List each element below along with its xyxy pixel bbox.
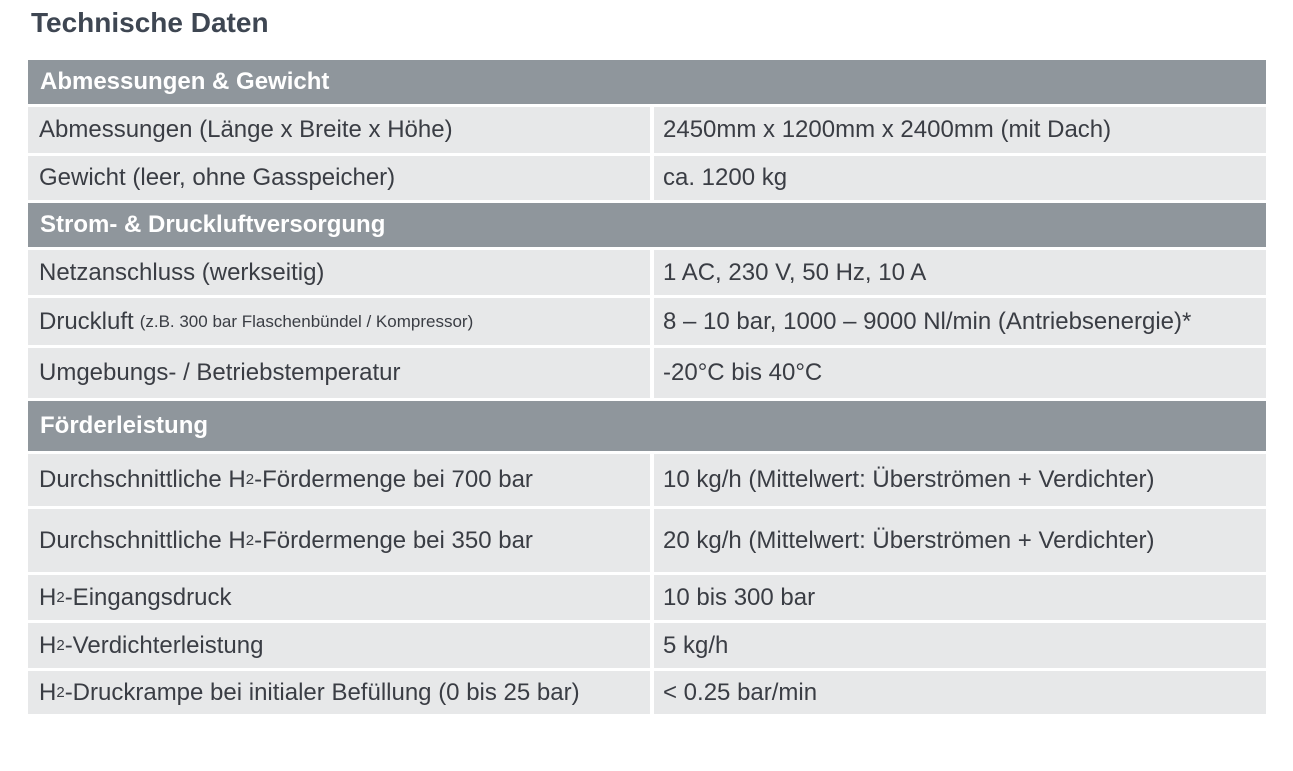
row-value: 20 kg/h (Mittelwert: Überströmen + Verdichter) bbox=[654, 509, 1266, 572]
table-row bbox=[28, 671, 1266, 714]
row-value: -20°C bis 40°C bbox=[654, 348, 1266, 398]
row-label: Durchschnittliche H 2 -Fördermenge bei 350 bar bbox=[28, 509, 650, 572]
label-post: -Druckrampe bei initialer Befüllung (0 bis 25 bar) bbox=[64, 678, 580, 706]
row-label-main: Druckluft bbox=[39, 307, 134, 335]
row-value: 10 kg/h (Mittelwert: Überströmen + Verdichter) bbox=[654, 454, 1266, 506]
row-label-note: (z.B. 300 bar Flaschenbündel / Kompressor) bbox=[139, 311, 474, 331]
table-row bbox=[28, 107, 1266, 153]
row-label: Durchschnittliche H 2 -Fördermenge bei 700 bar bbox=[28, 454, 650, 506]
row-value: 5 kg/h bbox=[654, 623, 1266, 668]
page-title: Technische Daten bbox=[31, 7, 269, 38]
table-row bbox=[28, 575, 1266, 620]
label-pre: H bbox=[39, 583, 57, 611]
label-pre: Durchschnittliche H bbox=[39, 526, 246, 554]
row-label: Umgebungs- / Betriebstemperatur bbox=[28, 348, 650, 398]
row-value: < 0.25 bar/min bbox=[654, 671, 1266, 714]
label-post: -Fördermenge bei 350 bar bbox=[254, 526, 533, 554]
table-row bbox=[28, 250, 1266, 295]
row-value: 8 – 10 bar, 1000 – 9000 Nl/min (Antriebsenergie)* bbox=[654, 298, 1266, 345]
table-row bbox=[28, 454, 1266, 506]
row-label: Abmessungen (Länge x Breite x Höhe) bbox=[28, 107, 650, 153]
row-label: H 2 -Druckrampe bei initialer Befüllung (0 bis 25 bar) bbox=[28, 671, 650, 714]
label-pre: Durchschnittliche H bbox=[39, 466, 246, 493]
row-label: H 2 -Verdichterleistung bbox=[28, 623, 650, 668]
table-row bbox=[28, 348, 1266, 398]
label-pre: H bbox=[39, 678, 57, 706]
row-label: Gewicht (leer, ohne Gasspeicher) bbox=[28, 156, 650, 200]
row-label bbox=[28, 298, 650, 345]
table-row bbox=[28, 623, 1266, 668]
section-header-delivery: Förderleistung bbox=[28, 401, 1266, 451]
row-value: 10 bis 300 bar bbox=[654, 575, 1266, 620]
table-row bbox=[28, 298, 1266, 345]
table-row bbox=[28, 156, 1266, 200]
row-label: H 2 -Eingangsdruck bbox=[28, 575, 650, 620]
row-value: ca. 1200 kg bbox=[654, 156, 1266, 200]
row-value: 2450mm x 1200mm x 2400mm (mit Dach) bbox=[654, 107, 1266, 153]
table-row bbox=[28, 509, 1266, 572]
label-post: -Eingangsdruck bbox=[64, 583, 232, 611]
row-value: 1 AC, 230 V, 50 Hz, 10 A bbox=[654, 250, 1266, 295]
section-header-dimensions: Abmessungen & Gewicht bbox=[28, 60, 1266, 104]
spec-table bbox=[28, 60, 1266, 717]
section-header-supply: Strom- & Druckluftversorgung bbox=[28, 203, 1266, 247]
label-post: -Verdichterleistung bbox=[64, 631, 264, 659]
label-pre: H bbox=[39, 631, 57, 659]
label-post: -Fördermenge bei 700 bar bbox=[254, 466, 533, 493]
row-label: Netzanschluss (werkseitig) bbox=[28, 250, 650, 295]
